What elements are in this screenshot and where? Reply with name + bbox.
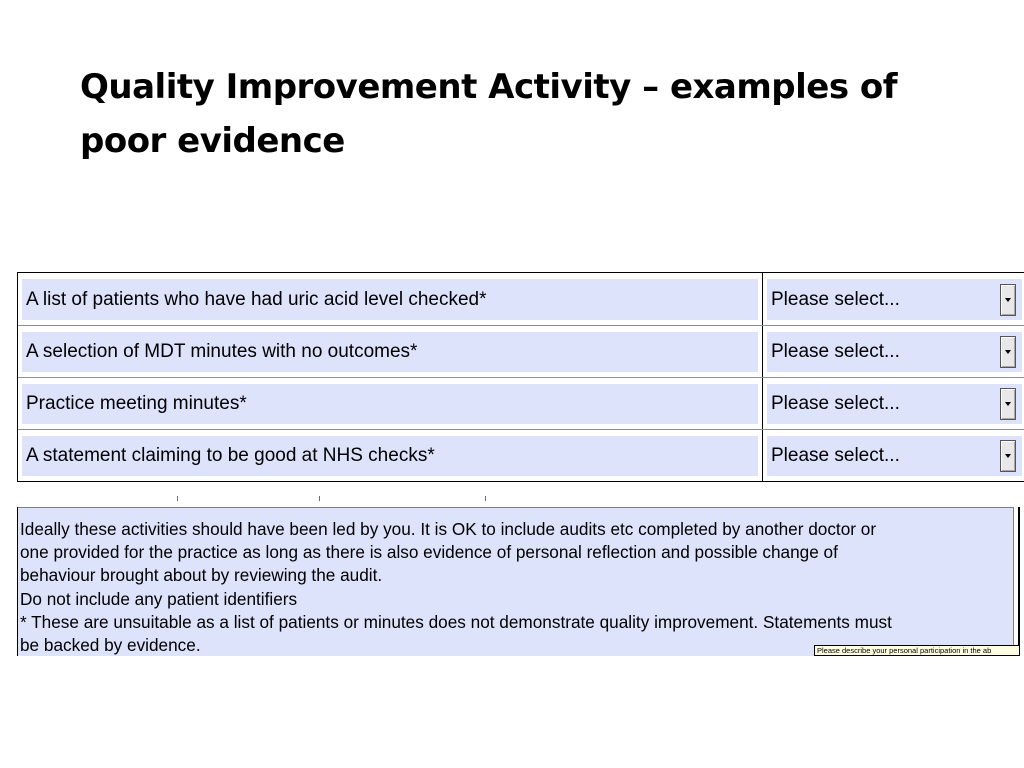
table-row	[18, 429, 1024, 481]
select-cell	[763, 430, 1024, 481]
table-row	[18, 325, 1024, 377]
evidence-item-label: A selection of MDT minutes with no outcomes*	[22, 332, 758, 372]
evidence-form-table	[17, 272, 1024, 482]
notes-line: behaviour brought about by reviewing the audit.	[20, 565, 383, 586]
rating-select[interactable]	[767, 279, 1022, 320]
label-cell	[18, 326, 763, 377]
guidance-notes-text	[18, 507, 1014, 656]
label-cell	[18, 378, 763, 429]
chevron-down-icon	[1005, 350, 1011, 354]
chevron-down-icon	[1005, 298, 1011, 302]
text-fragment	[319, 496, 320, 501]
slide-title: Quality Improvement Activity – examples of poor evidence	[80, 67, 898, 161]
dropdown-button[interactable]	[1000, 336, 1016, 368]
rating-select-value: Please select...	[771, 445, 900, 466]
evidence-item-label: A list of patients who have had uric acid level checked*	[22, 279, 758, 320]
notes-line: one provided for the practice as long as there is also evidence of personal reflection and possible change of	[20, 542, 838, 563]
table-row	[18, 273, 1024, 325]
rating-select-value: Please select...	[771, 288, 900, 310]
notes-line: Ideally these activities should have been led by you. It is OK to include audits etc completed by another doctor or	[20, 519, 877, 539]
dropdown-button[interactable]	[1000, 440, 1016, 472]
table-row	[18, 377, 1024, 429]
chevron-down-icon	[1005, 454, 1011, 458]
notes-line: * These are unsuitable as a list of patients or minutes does not demonstrate quality improvement. Statements must	[20, 611, 892, 632]
dropdown-button[interactable]	[1000, 388, 1016, 420]
text-fragment	[177, 496, 178, 501]
dropdown-button[interactable]	[1000, 284, 1016, 316]
rating-select[interactable]	[767, 384, 1022, 424]
text-fragment	[485, 496, 486, 501]
cropped-text-fragments	[17, 496, 1023, 504]
rating-select[interactable]	[767, 332, 1022, 372]
select-cell	[763, 378, 1024, 429]
label-cell	[18, 430, 763, 481]
notes-line: Do not include any patient identifiers	[20, 588, 298, 609]
rating-select[interactable]	[767, 436, 1022, 476]
rating-select-value: Please select...	[771, 393, 900, 414]
guidance-notes-panel	[17, 507, 1020, 656]
evidence-item-label: Practice meeting minutes*	[22, 384, 758, 424]
evidence-item-label: A statement claiming to be good at NHS checks*	[22, 436, 758, 476]
select-cell	[763, 273, 1024, 325]
chevron-down-icon	[1005, 402, 1011, 406]
label-cell	[18, 273, 763, 325]
tooltip: Please describe your personal participation in the ab	[814, 645, 1020, 656]
select-cell	[763, 326, 1024, 377]
rating-select-value: Please select...	[771, 341, 900, 362]
notes-line: be backed by evidence.	[20, 635, 201, 656]
